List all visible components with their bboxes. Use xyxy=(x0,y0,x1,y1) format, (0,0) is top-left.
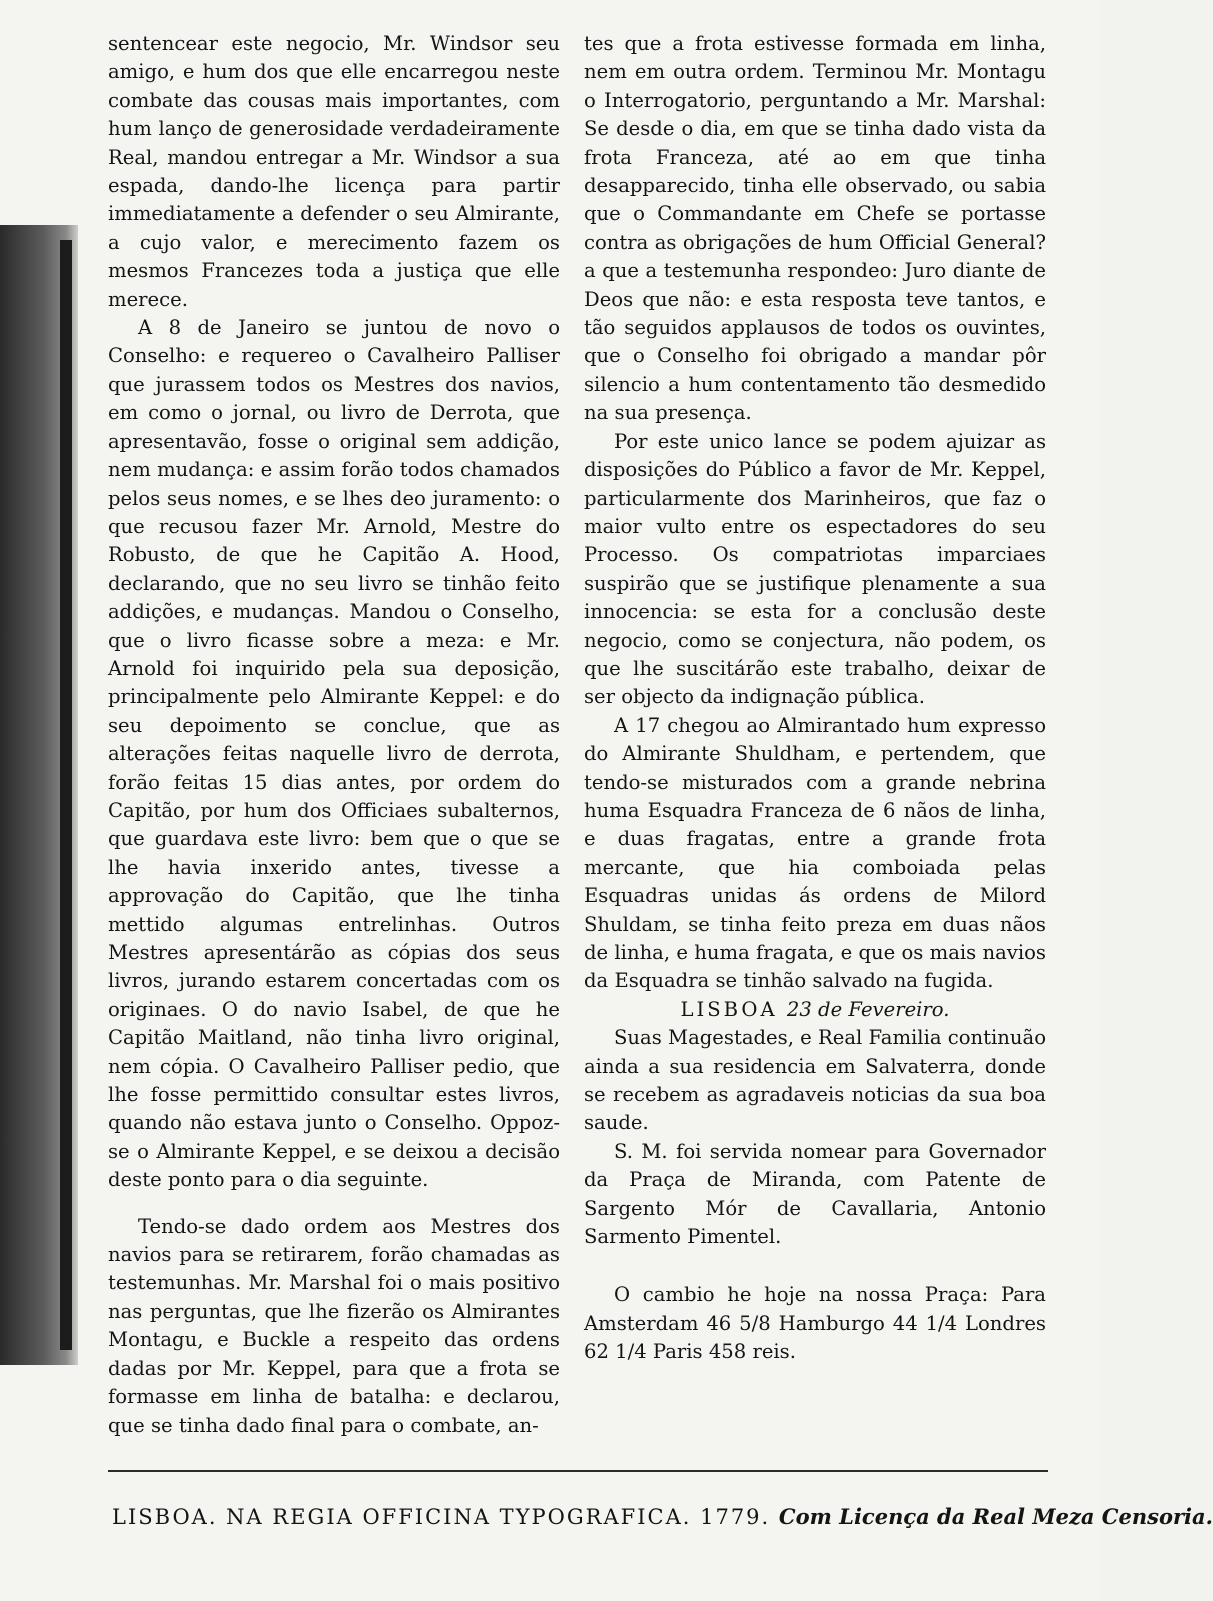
exchange-rates: O cambio he hoje na nossa Praça: Para Amsterdam 46 5/8 Hamburgo 44 1/4 Londres 62 1/4 Paris 458 reis. xyxy=(584,1283,1046,1364)
dateline-city: LISBOA xyxy=(680,997,778,1021)
footer-rule xyxy=(108,1470,1048,1472)
left-paragraph-3: Tendo-se dado ordem aos Mestres dos navios para se retirarem, forão chamadas as testemunhas. Mr. Marshal foi o mais positivo nas perguntas, que lhe fizerão os Almirantes Montagu, e Buckle a respeito das ordens dadas por Mr. Keppel, para que a frota se formasse em linha de batalha: e declarou, que se tinha dado final para o combate, an- xyxy=(108,1214,560,1437)
dateline-date: 23 de Fevereiro. xyxy=(786,997,950,1021)
imprint-license: Com Licença da Real Meza Censoria. xyxy=(778,1504,1213,1529)
imprint xyxy=(112,1504,1213,1529)
right-column xyxy=(584,30,1046,1367)
right-paragraph-3: A 17 chegou ao Almirantado hum expresso do Almirante Shuldham, e pertendem, que tendo-se misturados com a grande nebrina huma Esquadra Franceza de 6 nãos de linha, e duas fragatas, entre a grande frota mercante, que hia comboiada pelas Esquadras unidas ás ordens de Milord Shuldam, se tinha feito preza em duas nãos de linha, e huma fragata, e que os mais navios da Esquadra se tinhão salvado na fugida. xyxy=(584,713,1046,993)
news-paragraph-2: S. M. foi servida nomear para Governador da Praça de Miranda, com Patente de Sargento Mór de Cavallaria, Antonio Sarmento Pimentel. xyxy=(584,1139,1046,1249)
left-column xyxy=(108,30,560,1440)
left-paragraph-1: sentencear este negocio, Mr. Windsor seu amigo, e hum dos que elle encarregou neste combate das cousas mais importantes, com hum lanço de generosidade verdadeiramente Real, mandou entregar a Mr. Windsor a sua espada, dando-lhe licença para partir immediatamente a defender o seu Almirante, a cujo valor, e merecimento fazem os mesmos Francezes toda a justiça que elle merece. xyxy=(108,32,560,311)
right-paragraph-2: Por este unico lance se podem ajuizar as disposições do Público a favor de Mr. Keppel, particularmente dos Marinheiros, que faz o maior vulto entre os espectadores do seu Processo. Os compatriotas imparciaes suspirão que se justifique plenamente a sua innocencia: se esta for a conclusão deste negocio, como se conjectura, não podem, os que lhe suscitárão este trabalho, deixar de ser objecto da indignação pública. xyxy=(584,429,1046,709)
dateline xyxy=(584,996,1046,1024)
left-paragraph-2: A 8 de Janeiro se juntou de novo o Conselho: e requereo o Cavalheiro Palliser que jurassem todos os Mestres dos navios, em como o jornal, ou livro de Derrota, que apresentavão, fosse o original sem addição, nem mudança: e assim forão todos chamados pelos seus nomes, e se lhes deo juramento: o que recusou fazer Mr. Arnold, Mestre do Robusto, de que he Capitão A. Hood, declarando, que no seu livro se tinhão feito addições, e mudanças. Mandou o Conselho, que o livro ficasse sobre a meza: e Mr. Arnold foi inquirido pela sua deposição, principalmente pelo Almirante Keppel: e do seu depoimento se conclue, que as alterações feitas naquelle livro de derrota, forão feitas 15 dias antes, por ordem do Capitão, por hum dos Officiaes subalternos, que guardava este livro: bem que o que se lhe havia inxerido antes, tivesse a approvação do Capitão, que lhe tinha mettido algumas entrelinhas. Outros Mestres apresentárão as cópias dos seus livros, jurando estarem concertadas com os originaes. O do navio Isabel, de que he Capitão Maitland, não tinha livro original, nem cópia. O Cavalheiro Palliser pedio, que lhe fosse permittido consultar estes livros, quando não estava junto o Conselho. Oppoz-se o Almirante Keppel, e se deixou a decisão deste ponto para o dia seguinte. xyxy=(108,316,560,1192)
right-paragraph-1: tes que a frota estivesse formada em linha, nem em outra ordem. Terminou Mr. Montagu o Interrogatorio, perguntando a Mr. Marshal: Se desde o dia, em que se tinha dado vista da frota Franceza, até ao em que tinha desapparecido, tinha elle observado, ou sabia que o Commandante em Chefe se portasse contra as obrigações de hum Official General? a que a testemunha respondeo: Juro diante de Deos que não: e esta resposta teve tantos, e tão seguidos applausos de todos os ouvintes, que o Conselho foi obrigado a mandar pôr silencio a hum contentamento tão desmedido na sua presença. xyxy=(584,32,1046,425)
imprint-text: LISBOA. NA REGIA OFFICINA TYPOGRAFICA. 1779. xyxy=(112,1505,771,1529)
news-paragraph-1: Suas Magestades, e Real Familia continuão ainda a sua residencia em Salvaterra, donde se recebem as agradaveis noticias da sua boa saude. xyxy=(584,1026,1046,1135)
binding-edge xyxy=(60,240,72,1350)
